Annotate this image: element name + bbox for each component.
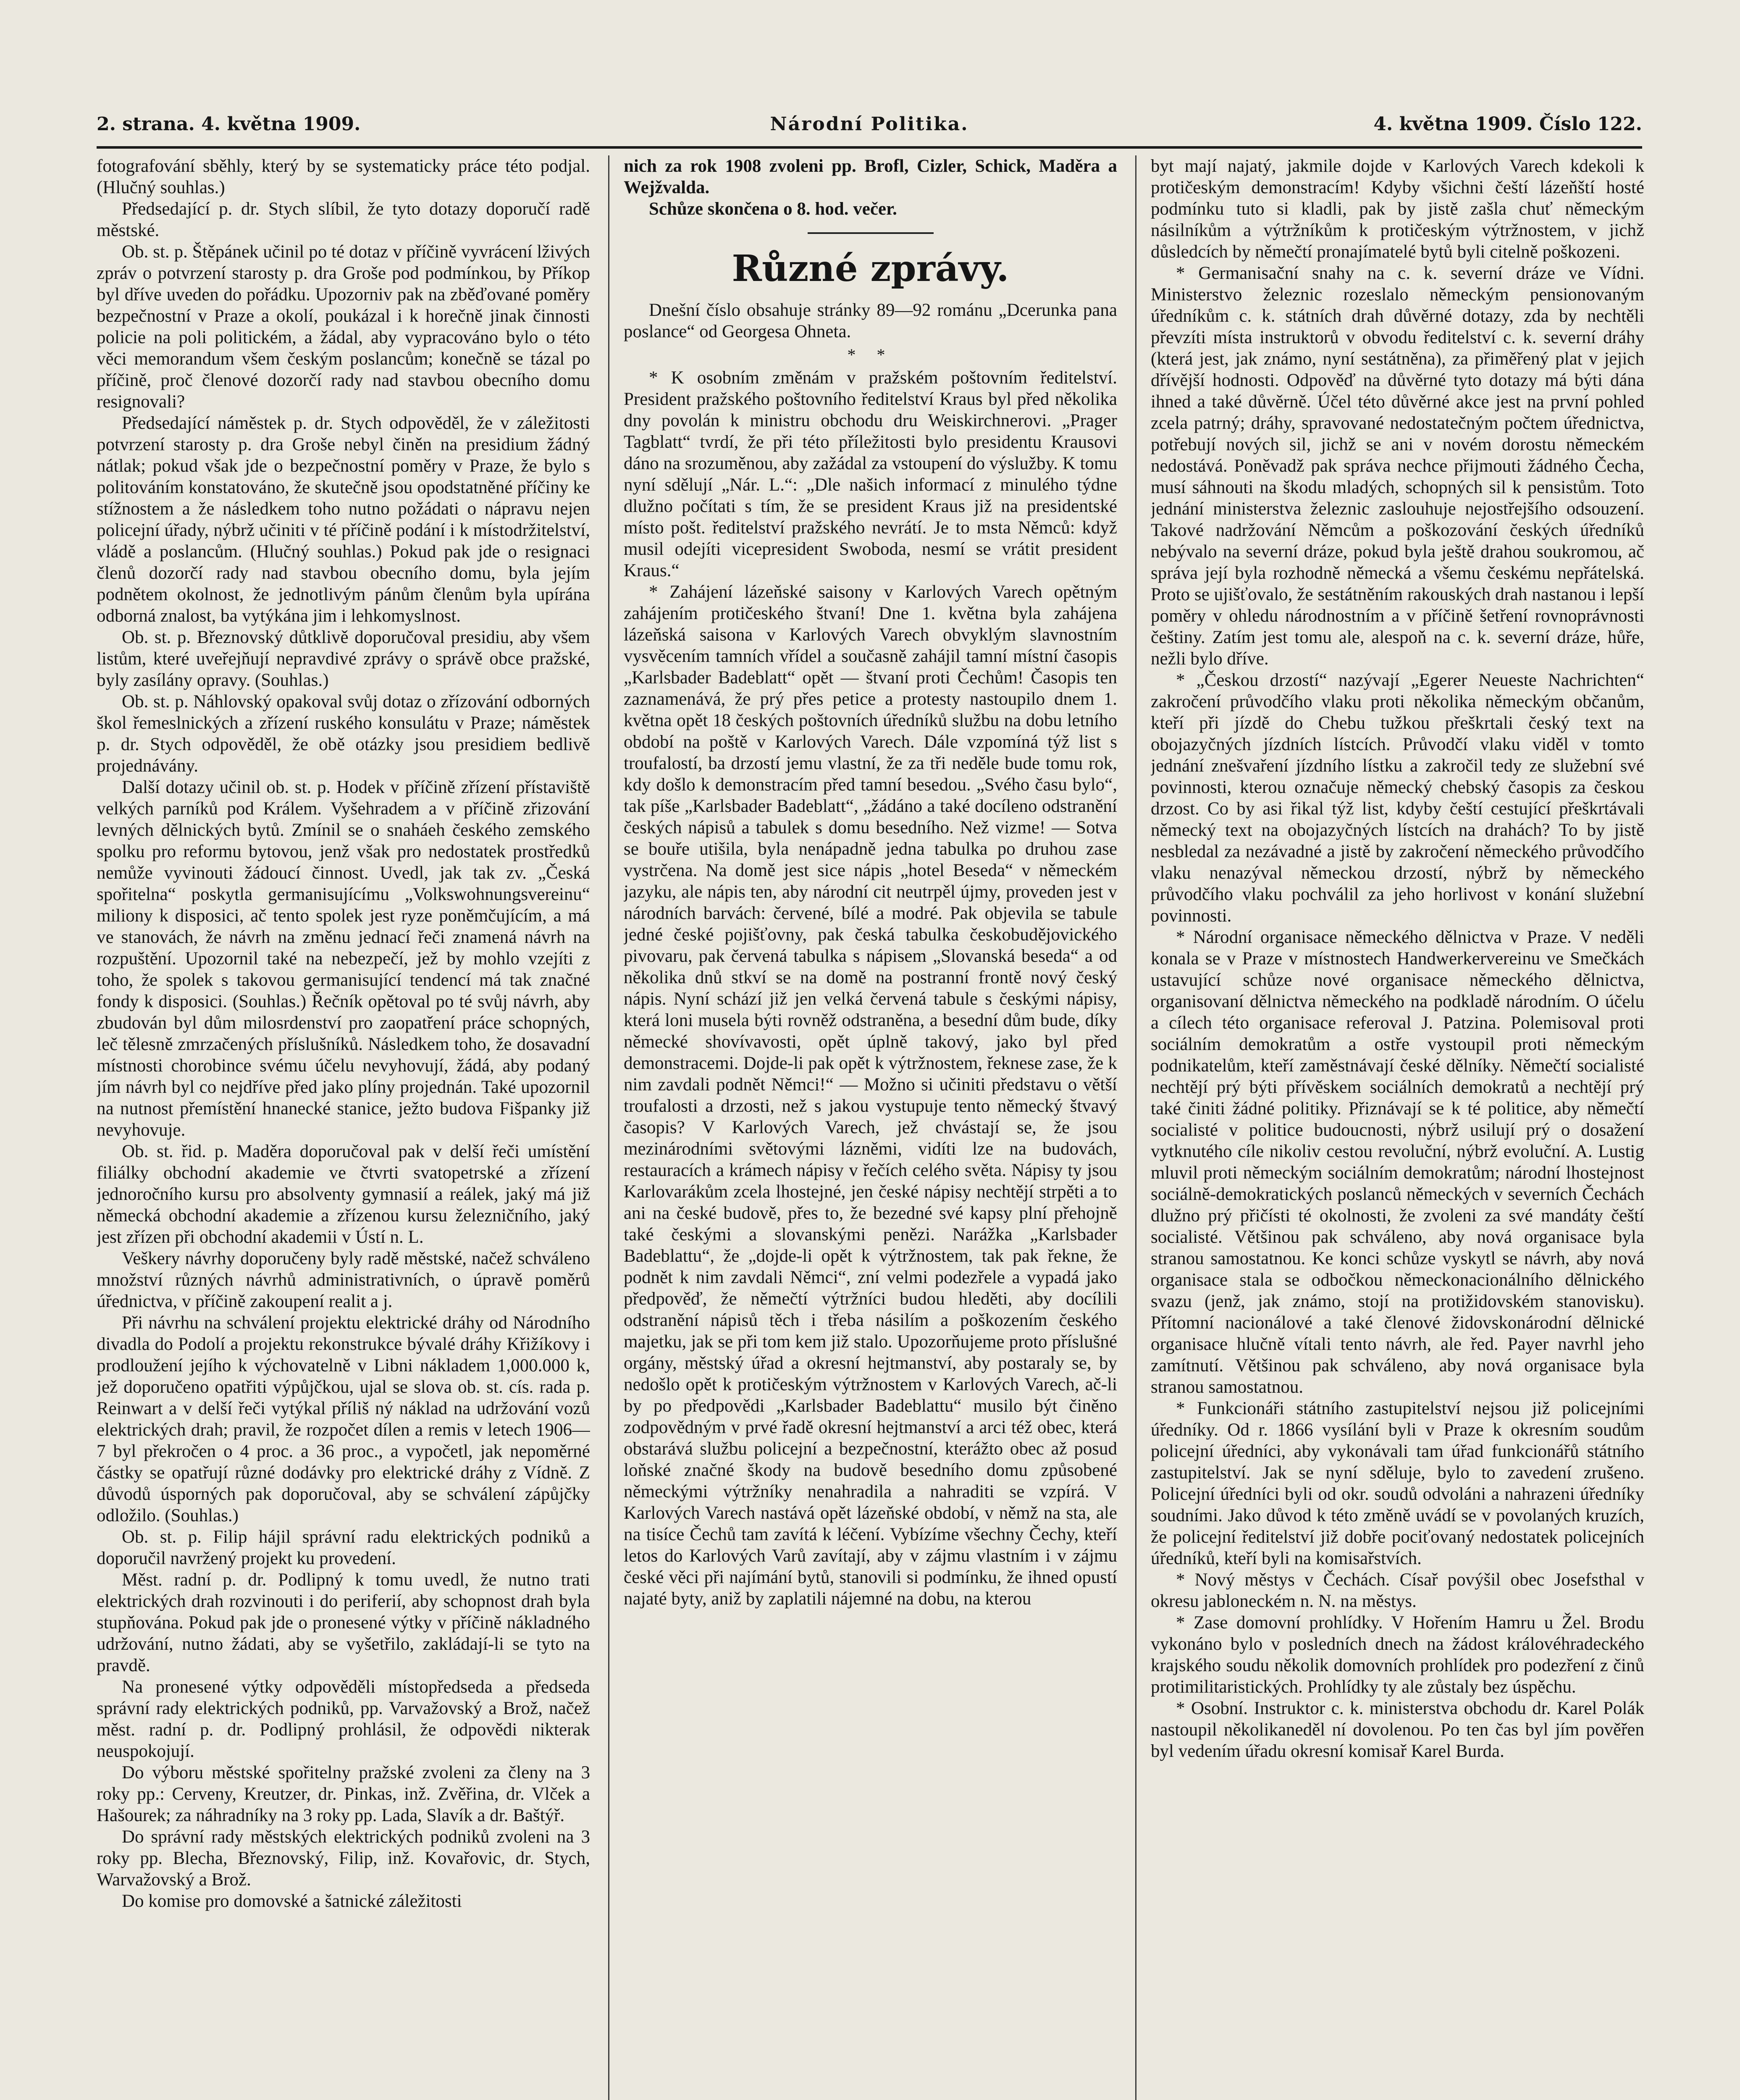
paragraph: Ob. st. p. Filip hájil správní radu elektrických podniků a doporučil navržený projekt ku provedení. xyxy=(97,1527,590,1568)
page-number-and-date: 2. strana. 4. května 1909. xyxy=(97,113,361,135)
paragraph: Předsedající náměstek p. dr. Stych odpověděl, že v záležitosti potvrzení starosty p. dra Groše nebyl činěn na presidium žádný nátlak; pokud však jde o bezpečnostní poměry v Praze, že bylo s politováním konstatováno, že skutečně jsou opodstatněné příčiny ke stížnostem a že následkem toho nutno požádati o nápravu nejen policejní úřady, nýbrž učiniti v té příčině podání i k místodržitelství, vládě a poslancům. (Hlučný souhlas.) Pokud pak jde o resignaci členů dozorčí rady nad stavbou obecního domu, byla jejím podnětem okolnost, že jednotlivým pánům členům byla upírána odborná znalost, ba vytýkána jim i lehkomyslnost. xyxy=(97,413,590,626)
paragraph: Měst. radní p. dr. Podlipný k tomu uvedl, že nutno trati elektrických drah rozvinouti i do periferií, aby schopnost drah byla stupňována. Pokud pak jde o pronesené výtky v příčině nákladného udržování, nutno žádati, aby se vyšetřilo, zakládají-li se tyto na pravdě. xyxy=(97,1570,590,1675)
serial-note: Dnešní číslo obsahuje stránky 89—92 románu „Dcerunka pana poslance“ od Georgesa Ohneta. xyxy=(624,300,1117,341)
column-3 xyxy=(1151,155,1644,2100)
news-item: * K osobním změnám v pražském poštovním ředitelství. President pražského poštovního ředitelství Kraus byl před několika dny povolán k ministru obchodu dru Weiskirchnerovi. „Prager Tagblatt“ tvrdí, že při této příležitosti bylo presidentu Krausovi dáno na srozuměnou, aby zažádal za vstoupení do výslužby. K tomu nyní sdělují „Nár. L.“: „Dle našich informací z minulého týdne dlužno počítati s tím, že se president Kraus již na presidentské místo pošt. ředitelství pražského nevrátí. Je to msta Němců: když musil odejíti vicepresident Swoboda, nesmí se vrátit president Kraus.“ xyxy=(624,368,1117,580)
paragraph: Ob. st. p. Štěpánek učinil po té dotaz v příčině vyvrácení lživých zpráv o potvrzení starosty p. dra Groše pod podmínkou, by Příkop byl dříve uveden do pořádku. Upozorniv pak na zběďované poměry bezpečnostní v Praze a okolí, poukázal i k horečně jinak činnosti policie na poli politickém, a žádal, aby vypracováno bylo o této věci memorandum všem českým poslancům; konečně se tázal po příčině, proč členové dozorčí rady nad stavbou obecního domu resignovali? xyxy=(97,242,590,412)
asterisk-separator: * * xyxy=(847,345,894,364)
paragraph: Ob. st. p. Březnovský důtklivě doporučoval presidiu, aby všem listům, které uveřejňují nepravdivé zprávy o správě obce pražské, byly zasílány opravy. (Souhlas.) xyxy=(97,627,590,690)
paragraph: Ob. st. p. Náhlovský opakoval svůj dotaz o zřízování odborných škol řemeslnických a zřízení ruského konsulátu v Praze; náměstek p. dr. Stych odpověděl, že obě otázky jsou presidiem bedlivě projednávány. xyxy=(97,692,590,776)
news-item: * Osobní. Instruktor c. k. ministerstva obchodu dr. Karel Polák nastoupil několikaneděl ní dovolenou. Po ten čas byl jím pověřen byl vedením úřadu okresní komisař Karel Burda. xyxy=(1151,1698,1644,1761)
paragraph: Do správní rady městských elektrických podniků zvoleni na 3 roky pp. Blecha, Březnovský, Filip, inž. Kovařovic, dr. Stych, Warvažovský a Brož. xyxy=(97,1827,590,1890)
news-item: * Zase domovní prohlídky. V Hořením Hamru u Žel. Brodu vykonáno bylo v posledních dnech na žádost královéhradeckého krajského soudu několik domovních prohlídek pro podezření z činů protimilitaristických. Prohlídky ty ale zůstaly bez úspěchu. xyxy=(1151,1613,1644,1697)
news-item: * Nový městys v Čechách. Císař povýšil obec Josefsthal v okresu jabloneckém n. N. na městys. xyxy=(1151,1570,1644,1611)
paragraph: Další dotazy učinil ob. st. p. Hodek v příčině zřízení přístaviště velkých parníků pod Králem. Vyšehradem a v příčině zřizování levných dělnických bytů. Zmínil se o snaháeh českého zemského spolku pro reformu bytovou, jenž však pro nedostatek prostředků nemůže vyvinouti žádoucí činnost. Uvedl, jak tak zv. „Česká spořitelna“ poskytla germanisujícímu „Volkswohnungsvereinu“ miliony k disposici, ač tento spolek jest ryze poněmčujícím, a má ve stanovách, že návrh na změnu jednací řeči znamená návrh na rozpuštění. Upozornil také na nebezpečí, jež by mohlo vzejíti z toho, že spolek s takovou germanisující tendencí má tak značné fondy k disposici. (Souhlas.) Řečník opětoval po té svůj návrh, aby zbudován byl dům milosrdenství pro zaopatření práce schopných, leč tělesně zmrzačených příslušníků. Následkem toho, že dosavadní místnosti chorobince svému účelu nevyhovují, žádá, aby podaný jím návrh byl co nejdříve před jako plíny projednán. Také upozornil na nutnost přemístění hnanecké stanice, ježto budova Fišpanky již nevyhovuje. xyxy=(97,777,590,1140)
paragraph: Veškery návrhy doporučeny byly radě městské, načež schváleno množství různých návrhů administrativních, o úpravě poměrů úřednictva, v příčině zakoupení realit a j. xyxy=(97,1249,590,1311)
section-divider xyxy=(808,232,934,234)
running-header xyxy=(97,113,1642,143)
paragraph: Do výboru městské spořitelny pražské zvoleni za členy na 3 roky pp.: Cerveny, Kreutzer, dr. Pinkas, inž. Zvěřina, dr. Vlček a Hašourek; za náhradníky na 3 roky pp. Lada, Slavík a dr. Baštýř. xyxy=(97,1763,590,1825)
column-1 xyxy=(97,155,590,2100)
section-heading: Různé zprávy. xyxy=(732,247,1009,290)
paragraph: Do komise pro domovské a šatnické záležitosti xyxy=(122,1891,462,1911)
paragraph: Ob. st. řid. p. Maděra doporučoval pak v delší řeči umístění filiálky obchodní akademie ve čtvrti svatopetrské a zřízení jednoročního kursu pro absolventy gymnasií a reálek, jaký má již německá obchodní akademie a zřízenou kursu železničního, jaký jest zřízen při obchodní akademii v Ústí n. L. xyxy=(97,1142,590,1247)
paragraph: Předsedající p. dr. Stych slíbil, že tyto dotazy doporučí radě městské. xyxy=(97,199,590,240)
newspaper-title: Národní Politika. xyxy=(770,113,969,135)
column-2 xyxy=(624,155,1117,2100)
news-item: * Zahájení lázeňské saisony v Karlových Varech opětným zahájením protičeského štvaní! Dne 1. května byla zahájena lázeňská saisona v Karlových Varech obvyklým slavnostním vysvěcením tamních vřídel a současně zahájil tamní místní časopis „Karlsbader Badeblatt“ opět — štvaní proti Čechům! Časopis ten zaznamenává, že prý přes petice a protesty nastoupilo dnem 1. května opět 18 českých poštovních úředníků službu na dobu letního období na poště v Karlových Varech. Dále vzpomíná týž list s troufalostí, ba drzostí jemu vlastní, že za tři neděle bude tomu rok, kdy došlo k demonstracím před tamní besedou. „Svého času bylo“, tak píše „Karlsbader Badeblatt“, „žádáno a také docíleno odstranění českých nápisů a tabulek s domu besedního. Než vizme! — Sotva se bouře utišila, byla nenápadně jedna tabulka po druhou zase vystrčena. Na domě jest sice nápis „hotel Beseda“ v německém jazyku, ale nápis ten, aby národní cit neutrpěl újmy, proveden jest v národních barvách: červené, bílé a modré. Pak objevila se tabule jedné české pojišťovny, pak česká tabulka českobudějovického pivovaru, pak červená tabulka s nápisem „Slovanská beseda“ a od několika dnů stkví se na domě na postranní frontě nový český nápis. Nyní schází již jen velká červená tabule s českými nápisy, která loni musela býti rovněž odstraněna, a besední dům bude, díky německé shovívavosti, opět úplně takový, jako byl před demonstracemi. Dojde-li pak opět k výtržnostem, řeknese zase, že k nim zavdali podnět Němci!“ — Možno si učiniti představu o větší troufalosti a drzosti, než s jakou vystupuje tento německý štvavý časopis? V Karlových Varech, jež chvástají se, že jsou mezinárodními světovými lázněmi, vidíti lze na budovách, restauracích a krámech nápisy v řečích celého světa. Nápisy ty jsou Karlovarákům zcela lhostejné, jen české nápisy nechtějí strpěti a to ani na české budově, přes to, že bezedné své kapsy plní přehojně také českými a slovanskými penězi. Narážka „Karlsbader Badeblattu“, že „dojde-li opět k výtržnostem, tak pak řekne, že podnět k nim zavdali Němci“, zní velmi podezřele a vypadá jako předpověď, že němečtí výtržníci budou hleděti, aby docílili odstranění nápisů těch i třeba násilím a poškozením českého majetku, jak se při tom kem již stalo. Upozorňujeme proto příslušné orgány, městský úřad a okresní hejtmanství, aby postaraly se, by nedošlo opět k protičeským výtržnostem v Karlových Varech, ač-li by po předpovědi „Karlsbader Badeblattu“ musilo být činěno zodpovědným v prvé řadě okresní hejtmanství a arci též obec, která obstarává službu policejní a bezpečnostní, kterážto obec až posud loňské značné škody na budově besedního domu způsobené německými výtržníky nenahradila a nahraditi se vzpírá. V Karlových Varech nastává opět lázeňské období, v němž na sta, ale na tisíce Čechů tam zavítá k léčení. Vybízíme všechny Čechy, kteří letos do Karlových Varů zavítají, aby v zájmu vlastním i v zájmu české věci při najímání bytů, stanovili si podmínku, že ihned opustí najaté byty, aniž by zaplatili nájemné na dobu, na kterou xyxy=(624,582,1117,1609)
meeting-closing-note: Schůze skončena o 8. hod. večer. xyxy=(649,199,897,219)
news-item: byt mají najatý, jakmile dojde v Karlových Varech kdekoli k protičeským demonstracím! Kdyby všichni čeští lázeňští hosté podmínku tuto si kladli, pak by jistě zašla chuť německým násilníkům a výtržníkům k protičeským výtržnostem, v jichž důsledcích by němečtí pronajímatelé bytů byli citelně poškozeni. xyxy=(1151,156,1644,262)
news-item: * Germanisační snahy na c. k. severní dráze ve Vídni. Ministerstvo železnic rozeslalo německým pensionovaným úředníkům c. k. státních drah důvěrné dotazy, zda by nechtěli převzíti místa instruktorů v obvodu ředitelství c. k. severní dráhy (která jest, jak známo, nyní sestátněna), za přiměřený plat v jejich dřívější hodnosti. Odpověď na důvěrné tyto dotazy má býti dána ihned a také důvěrně. Účel této důvěrné akce jest na první pohled zcela patrný; dráhy, spravované nedostatečným počtem úřednictva, potřebují nových sil, jichž se ani v novém dorostu německém nedostává. Poněvadž pak správa nechce přijmouti žádného Čecha, musí sáhnouti na škodu mladých, schopných sil k pensistům. Toto jednání ministerstva železnic zaslouhuje nejostřejšího odsouzení. Takové nadržování Němcům a poškozování českých úředníků nebývalo na severní dráze, pokud byla ještě drahou soukromou, ač správa její byla rozhodně německá a všemu českému nepřátelská. Proto se ujišťovalo, že sestátněním rakouských drah nastanou i lepší poměry v ohledu národnostním a v příčině šetření rovnoprávnosti češtiny. Zatím jest tomu ale, alespoň na c. k. severní dráze, hůře, nežli bylo dříve. xyxy=(1151,263,1644,669)
news-item: * Národní organisace německého dělnictva v Praze. V neděli konala se v Praze v místnostech Handwerkervereinu ve Smečkách ustavující schůze nové organisace německého dělnictva, organisovaní dělnictva německého na podkladě národním. O účelu a cílech této organisace referoval J. Patzina. Polemisoval proti sociálním demokratům a ostře vystoupil proti německým podnikatelům, kteří zaměstnávají české dělníky. Němečtí socialisté nechtějí prý býti přívěskem sociálních demokratů a nechtějí prý také činiti žádné politiky. Přiznávají se k té politice, aby němečtí socialisté v politice budoucnosti, nýbrž usilují prý o dosažení vytknutého cíle nikoliv cestou revoluční, nýbrž evoluční. A. Lustig mluvil proti německým sociálním demokratům; národní lhostejnost sociálně-demokratických poslanců německých v severních Čechách dlužno prý přičísti té okolnosti, že zvoleni za své mandáty čeští socialisté. Většinou pak schváleno, aby nová organisace byla stranou samostatnou. Ke konci schůze vyskytl se návrh, aby nová organisace stala se odbočkou německonacionálního dělnického svazu (jenž, jak známo, stojí na protižidovském stanovisku). Přítomní nacionálové a také členové židovskonárodní dělnické organisace hlučně vítali tento návrh, ale řed. Payer navrhl jeho zamítnutí. Většinou pak schváleno, aby nová organisace byla stranou samostatnou. xyxy=(1151,927,1644,1397)
column-divider xyxy=(1135,155,1136,2100)
news-item: * „Českou drzostí“ nazývají „Egerer Neueste Nachrichten“ zakročení průvodčího vlaku proti několika německým občanům, kteří při jízdě do Chebu tužkou přeškrtali český text na obojazyčných jízdních lístcích. Průvodčí vlaku viděl v tomto jednání znešvaření jízdního lístku a zakročil tedy ze služební své povinnosti, kterou označuje německý chebský časopis za českou drzost. Co by asi řikal týž list, kdyby čeští cestující přeškrtávali německý text na obojazyčných lístcích na drahách? To by jistě nesbledal za nezávadné a jistě by zakročení německého průvodčího vlaku nenazýval německou drzostí, nýbrž by německého průvodčího vlaku pochválil za jeho horlivost v konání služební povinnosti. xyxy=(1151,670,1644,926)
header-rule xyxy=(97,146,1642,149)
news-item: * Funkcionáři státního zastupitelství nejsou již policejními úředníky. Od r. 1866 vysílání byli v Praze k okresním soudům policejní úředníci, aby vykonávali tam úřad funkcionářů státního zastupitelství. Jak se nyní sděluje, bylo to zavedení zrušeno. Policejní úředníci byli od okr. soudů odvoláni a nahrazeni úředníky soudními. Jako důvod k této změně uvádí se v povolaných kruzích, že policejní ředitelství již dobře pociťovaný nedostatek policejních úředníků, kteří byli na komisařstvích. xyxy=(1151,1399,1644,1568)
paragraph: fotografování sběhly, který by se systematicky práce této podjal. (Hlučný souhlas.) xyxy=(97,156,590,197)
paragraph: Na pronesené výtky odpověděli místopředseda a předseda správní rady elektrických podniků, pp. Varvažovský a Brož, načež měst. radní p. dr. Podlipný prohlásil, že odpovědi nikterak neuspokojují. xyxy=(97,1677,590,1761)
paragraph: Při návrhu na schválení projektu elektrické dráhy od Národního divadla do Podolí a projektu rekonstrukce bývalé dráhy Křižíkovy i prodloužení jejího k výchovatelně v Libni nákladem 1,000.000 k, jež doporučeno opatřiti výpůjčkou, ujal se slova ob. st. cís. rada p. Reinwart a v delší řeči vytýkal příliš ný náklad na udržování vozů elektrických drah; pravil, že rozpočet dílen a remis v letech 1906—7 byl překročen o 4 proc. a 36 proc., a vypočetl, jak nepoměrné částky se opatřují různé dodávky pro elektrické dráhy z Vídně. Z důvodů úsporných pak doporučoval, aby se schválení zápůjčky odložilo. (Souhlas.) xyxy=(97,1313,590,1525)
column-divider xyxy=(608,155,609,2100)
paragraph: nich za rok 1908 zvoleni pp. Brofl, Cizler, Schick, Maděra a Wejžvalda. xyxy=(624,156,1117,197)
date-and-issue-number: 4. května 1909. Číslo 122. xyxy=(1373,113,1642,135)
